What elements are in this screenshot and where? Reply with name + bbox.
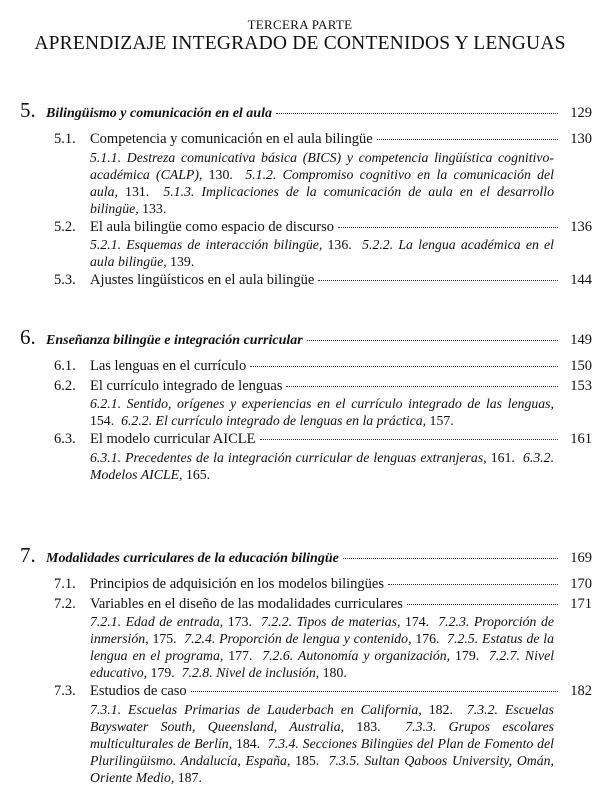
subsection-title: 7.2.5. Estatus de la lengua en el programa, [90, 631, 555, 663]
part-title: APRENDIZAJE INTEGRADO DE CONTENIDOS Y LENGUAS [34, 33, 566, 54]
subsection-title: 7.2.2. Tipos de materias, [261, 614, 401, 629]
section-title: Estudios de caso [90, 683, 187, 699]
subsection-title: 7.3.4. Secciones Bilingües del Plan de Fomento del Plurilingüismo. Andalucía, España, [90, 735, 554, 768]
section-number: 6.3. [54, 431, 76, 447]
section-entry [54, 575, 592, 594]
subsection-title: 6.2.1. Sentido, orígenes y experiencias en el currículo integrado de las lenguas, [90, 396, 554, 411]
page-number: 182 [570, 683, 592, 699]
page-number: 144 [570, 272, 592, 288]
chapter-number: 7. [20, 543, 36, 567]
subsection-title: 5.1.3. Implicaciones de la comunicación de aula en el desarrollo bilingüe, [90, 183, 554, 216]
section-number: 7.1. [54, 576, 76, 592]
dot-leader [377, 139, 558, 140]
subsection-title: 6.2.2. El currículo integrado de lenguas en la práctica, [121, 413, 427, 428]
subsection-page: 133. [142, 200, 167, 216]
subsection-title: 7.3.1. Escuelas Primarias de Lauderbach en California, [90, 701, 422, 717]
subsection-page: 130. [208, 166, 233, 182]
dot-leader [276, 113, 558, 114]
subsection-page: 179. [150, 665, 175, 680]
dot-leader [343, 558, 558, 559]
dot-leader [388, 584, 558, 585]
subsection-title: 7.3.2. Escuelas Bayswater South, Queensland, Australia, [90, 701, 555, 734]
subsection-title: 7.2.7. Nivel educativo, [90, 648, 555, 680]
chapter-entry [20, 100, 592, 290]
section-title: Las lenguas en el currículo [90, 358, 247, 374]
subsection-page: 131. [125, 183, 150, 199]
subsection-title: 7.2.6. Autonomía y organización, [262, 648, 451, 663]
section-entry [54, 130, 592, 149]
subsection-page: 177. [228, 648, 253, 663]
dot-leader [307, 340, 558, 341]
section-entry [54, 430, 592, 449]
page-number: 130 [570, 131, 592, 147]
subsection-title: 7.2.8. Nivel de inclusión, [181, 665, 320, 680]
section-entry [54, 595, 592, 614]
section-number: 5.1. [54, 131, 76, 147]
subsection-title: 5.2.2. La lengua académica en el aula bilingüe, [90, 237, 555, 269]
section-number: 7.3. [54, 683, 76, 699]
subsection-page: 185. [295, 752, 320, 768]
section-entry [54, 682, 592, 701]
subsection-page: 175. [152, 631, 177, 646]
chapter-heading [20, 100, 592, 124]
section-title: Variables en el diseño de las modalidades curriculares [90, 595, 403, 612]
dot-leader [260, 439, 559, 440]
subsection-page: 179. [455, 648, 480, 663]
section-title: Principios de adquisición en los modelos bilingües [90, 576, 385, 592]
subsection-list [90, 236, 554, 270]
chapter-title: Bilingüismo y comunicación en el aula [46, 106, 272, 121]
dot-leader [250, 366, 558, 367]
section-list [54, 357, 592, 483]
section-title: Ajustes lingüísticos en el aula bilingüe [90, 272, 315, 288]
subsection-title: 7.2.3. Proporción de inmersión, [90, 614, 555, 646]
subsection-list [90, 395, 554, 429]
section-entry [54, 377, 592, 396]
section-title: El modelo curricular AICLE [90, 431, 256, 447]
chapter-heading [20, 545, 592, 569]
subsection-list [90, 149, 554, 217]
section-number: 5.2. [54, 218, 76, 235]
page-number: 161 [570, 431, 592, 447]
section-entry [54, 271, 592, 290]
section-number: 7.2. [54, 595, 76, 612]
dot-leader [338, 227, 558, 228]
chapter-number: 6. [20, 325, 36, 349]
subsection-list [90, 613, 554, 681]
dot-leader [286, 386, 558, 387]
page-number: 129 [570, 105, 592, 121]
section-number: 6.2. [54, 377, 76, 394]
part-label: TERCERA PARTE [247, 17, 353, 32]
subsection-list [90, 449, 554, 483]
chapter-number: 5. [20, 98, 36, 122]
subsection-title: 5.1.1. Destreza comunicativa básica (BICS) y competencia lingüística cognitivo-académica (CALP), [90, 149, 554, 182]
subsection-page: 157. [429, 413, 454, 428]
subsection-page: 180. [322, 665, 347, 680]
section-number: 5.3. [54, 272, 76, 288]
chapter-title: Modalidades curriculares de la educación bilingüe [46, 551, 339, 566]
page-number: 136 [570, 218, 592, 235]
subsection-page: 154. [90, 413, 115, 428]
subsection-title: 7.2.1. Edad de entrada, [90, 614, 224, 629]
section-list [54, 575, 592, 786]
subsection-title: 7.3.3. Grupos escolares multiculturales de Berlín, [90, 718, 554, 751]
page-number: 153 [570, 377, 592, 394]
subsection-page: 187. [177, 769, 202, 785]
subsection-title: 6.3.2. Modelos AICLE, [90, 449, 555, 482]
subsection-page: 176. [415, 631, 440, 646]
subsection-list [90, 701, 554, 786]
chapter-heading [20, 327, 592, 351]
subsection-title: 6.3.1. Precedentes de la integración curricular de lenguas extranjeras, [90, 449, 487, 465]
chapter-entry [20, 545, 592, 786]
subsection-title: 5.2.1. Esquemas de interacción bilingüe, [90, 237, 323, 252]
subsection-page: 182. [428, 701, 453, 717]
subsection-page: 139. [170, 254, 195, 269]
subsection-page: 165. [185, 466, 211, 482]
subsection-page: 161. [490, 449, 515, 465]
subsection-page: 184. [235, 735, 261, 751]
section-title: El currículo integrado de lenguas [90, 377, 283, 394]
section-title: Competencia y comunicación en el aula bilingüe [90, 131, 373, 147]
page-number: 169 [570, 550, 592, 566]
page-number: 150 [570, 358, 592, 374]
subsection-title: 5.1.2. Compromiso cognitivo en la comunicación del aula, [90, 166, 555, 199]
dot-leader [191, 691, 558, 692]
page-number: 171 [570, 595, 592, 612]
page-number: 149 [570, 332, 592, 348]
section-entry [54, 357, 592, 376]
section-number: 6.1. [54, 358, 76, 374]
section-list [54, 130, 592, 290]
dot-leader [407, 604, 558, 605]
subsection-page: 173. [227, 614, 252, 629]
subsection-page: 174. [404, 614, 430, 629]
subsection-title: 7.2.4. Proporción de lengua y contenido, [184, 631, 412, 646]
section-title: El aula bilingüe como espacio de discurso [90, 218, 335, 235]
dot-leader [318, 280, 558, 281]
subsection-page: 136. [327, 237, 352, 252]
page-number: 170 [570, 576, 592, 592]
chapter-title: Enseñanza bilingüe e integración curricular [46, 333, 303, 348]
section-entry [54, 218, 592, 237]
subsection-title: 7.3.5. Sultan Qaboos University, Omán, Oriente Medio, [90, 752, 555, 785]
subsection-page: 183. [356, 718, 381, 734]
chapter-entry [20, 327, 592, 483]
